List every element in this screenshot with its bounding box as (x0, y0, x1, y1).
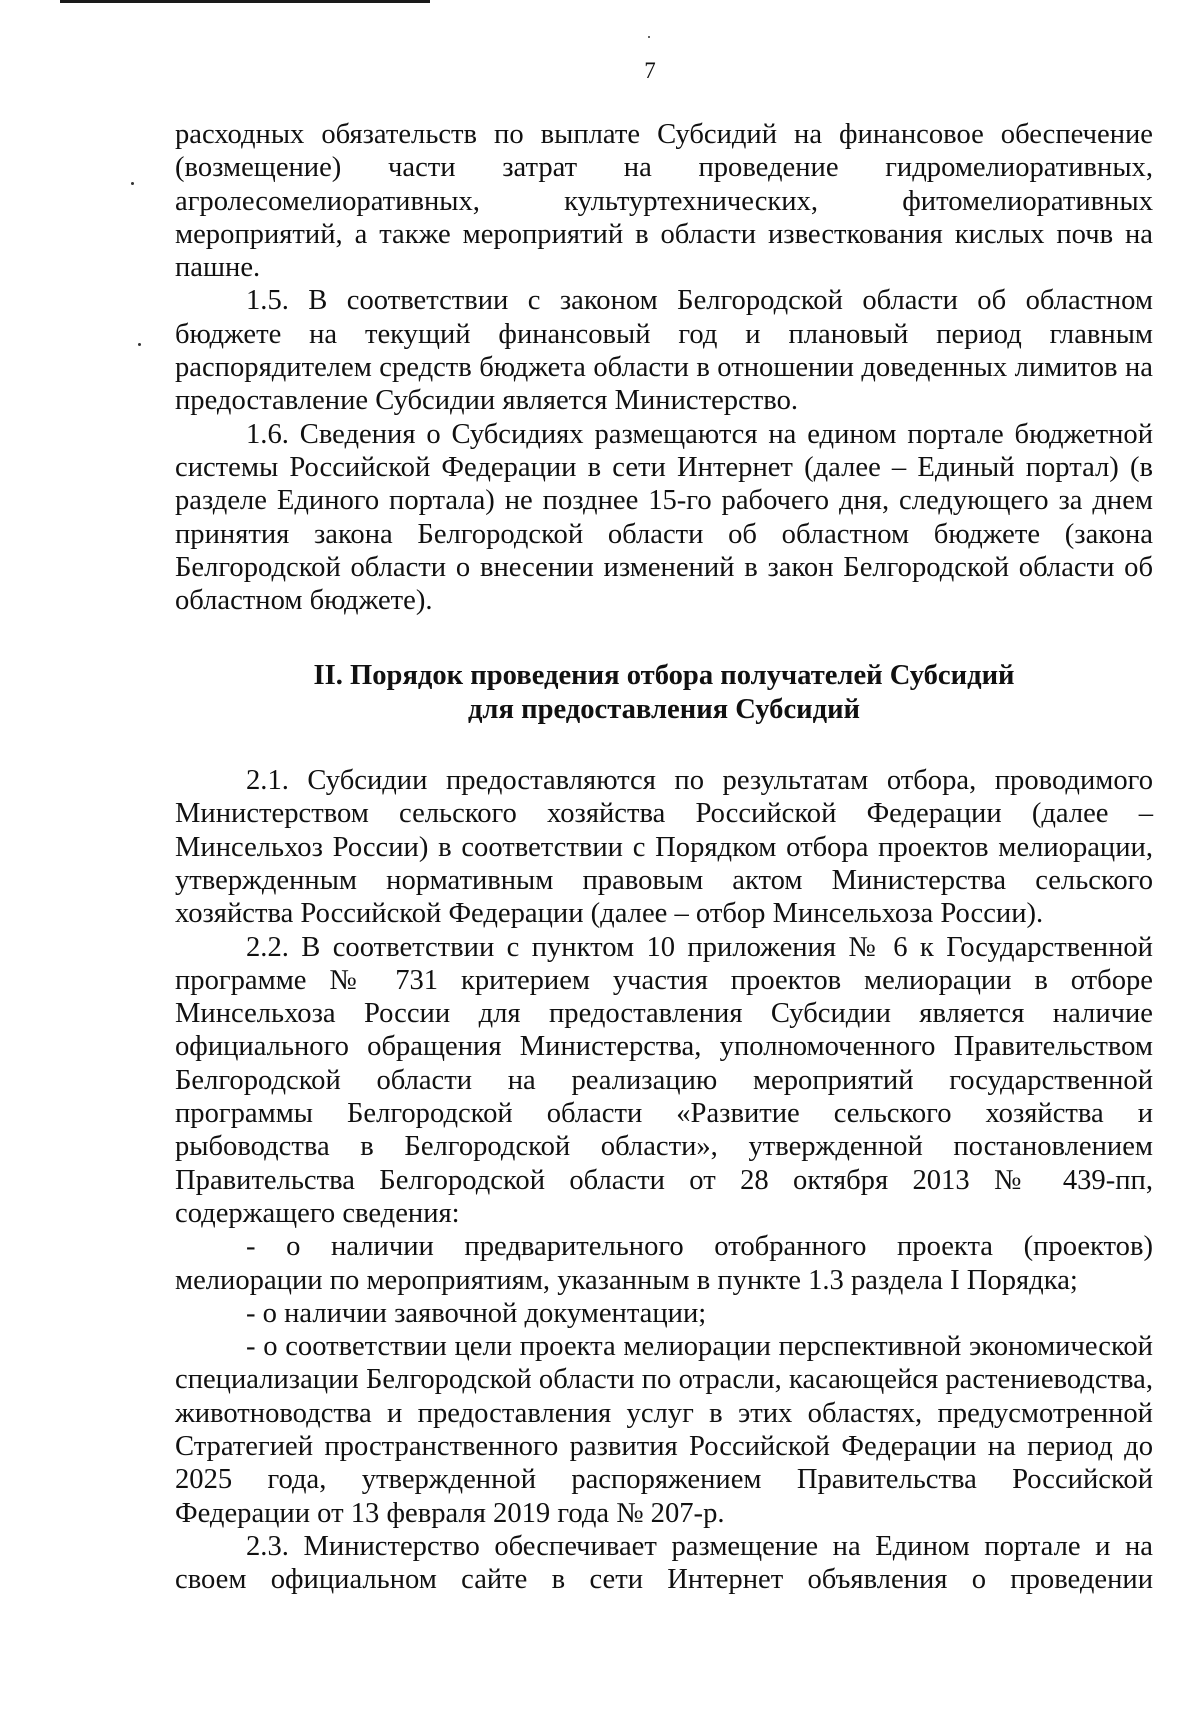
scan-edge-mark (418, 0, 430, 3)
paragraph-2-1: 2.1. Субсидии предоставляются по результатам отбора, проводимого Министерством сельского хозяйства Российской Федерации (далее – Минсельхоз России) в соответствии с Порядком отбора проектов мелиорации, утвержденным нормативным правовым актом Министерства сельского хозяйства Российской Федерации (далее – отбор Минсельхоза России). (175, 765, 1153, 930)
document-body (175, 118, 1153, 1596)
section-heading-line-1: II. Порядок проведения отбора получателей Субсидий (313, 660, 1015, 692)
list-item: - о соответствии цели проекта мелиорации перспективной экономической специализации Белгородской области по отрасли, касающейся растениеводства, животноводства и предоставления услуг в этих областях, предусмотренной Стратегией пространственного развития Российской Федерации на период до 2025 года, утвержденной распоряжением Правительства Российской Федерации от 13 февраля 2019 года № 207-р. (175, 1331, 1153, 1529)
section-heading-line-2: для предоставления Субсидий (467, 693, 861, 725)
scan-speck (648, 36, 650, 38)
scan-speck (138, 343, 141, 346)
page-number: 7 (644, 58, 656, 83)
section-heading (175, 659, 1153, 726)
scan-speck (131, 182, 134, 185)
paragraph-1-5: 1.5. В соответствии с законом Белгородской области об областном бюджете на текущий финансовый год и плановый период главным распорядителем средств бюджета области в отношении доведенных лимитов на предоставление Субсидии является Министерство. (175, 285, 1153, 417)
paragraph-1-6: 1.6. Сведения о Субсидиях размещаются на едином портале бюджетной системы Российской Федерации в сети Интернет (далее – Единый портал) (в разделе Единого портала) не позднее 15-го рабочего дня, следующего за днем принятия закона Белгородской области об областном бюджете (закона Белгородской области о внесении изменений в закон Белгородской области об областном бюджете). (175, 418, 1153, 617)
scan-edge-line (60, 0, 430, 3)
paragraph-continuation: расходных обязательств по выплате Субсидий на финансовое обеспечение (возмещение) части затрат на проведение гидромелиоративных, агролесомелиоративных, культуртехнических, фитомелиоративных мероприятий, а также мероприятий в области известкования кислых почв на пашне. (175, 119, 1153, 284)
paragraph-2-3: 2.3. Министерство обеспечивает размещение на Едином портале и на своем официальном сайте в сети Интернет объявления о проведении (175, 1530, 1153, 1596)
list-item: - о наличии предварительного отобранного проекта (проектов) мелиорации по мероприятиям, указанным в пункте 1.3 раздела I Порядка; (175, 1231, 1153, 1296)
list-item: - о наличии заявочной документации; (246, 1297, 707, 1329)
paragraph-2-2: 2.2. В соответствии с пунктом 10 приложения № 6 к Государственной программе № 731 критерием участия проектов мелиорации в отборе Минсельхоза России для предоставления Субсидии является наличие официального обращения Министерства, уполномоченного Правительством Белгородской области на реализацию мероприятий государственной программы Белгородской области «Развитие сельского хозяйства и рыбоводства в Белгородской области», утвержденной постановлением Правительства Белгородской области от 28 октября 2013 № 439-пп, содержащего сведения: (175, 931, 1153, 1229)
